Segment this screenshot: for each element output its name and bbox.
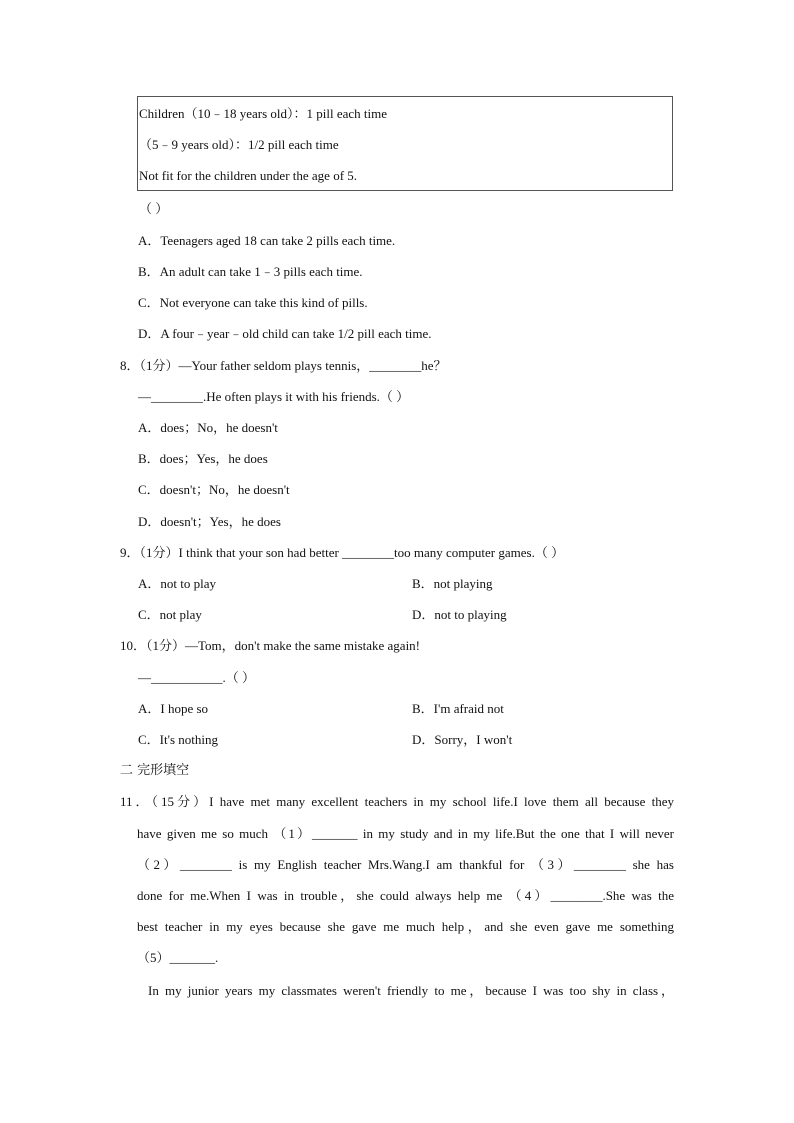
q10-option-c[interactable]: C．It's nothing xyxy=(138,732,218,747)
q11-line-5: best teacher in my eyes because she gave me much help，and she even gave me something xyxy=(137,919,674,934)
q11-line-7: In my junior years my classmates weren't friendly to me，because I was too shy in class， xyxy=(148,983,674,998)
q7-option-c[interactable]: C．Not everyone can take this kind of pills. xyxy=(138,295,368,310)
q10-option-b[interactable]: B．I'm afraid not xyxy=(412,701,504,716)
q9-stem: 9．（1分）I think that your son had better ________too many computer games.（ ） xyxy=(120,545,565,560)
q10-option-a[interactable]: A．I hope so xyxy=(138,701,209,716)
q9-option-d[interactable]: D．not to playing xyxy=(412,607,507,622)
q8-option-d[interactable]: D．doesn't；Yes，he does xyxy=(138,514,281,529)
q9-option-c[interactable]: C．not play xyxy=(138,607,202,622)
q9-option-a[interactable]: A．not to play xyxy=(138,576,216,591)
q11-line-6: （5）_______. xyxy=(137,950,219,965)
q11-line-2: have given me so much （1）_______ in my study and in my life.But the one that I will never xyxy=(137,826,674,841)
notice-line-1: Children（10﹣18 years old）：1 pill each time xyxy=(139,106,388,121)
q11-line-4: done for me.When I was in trouble，she could always help me （4）________.She was the xyxy=(137,888,674,903)
notice-line-2: （5﹣9 years old）：1/2 pill each time xyxy=(139,137,339,152)
q11-line-3: （2）________ is my English teacher Mrs.Wang.I am thankful for （3）________ she has xyxy=(137,857,674,872)
q10-option-d[interactable]: D．Sorry，I won't xyxy=(412,732,513,747)
q8-stem-line2: —________.He often plays it with his friends.（ ） xyxy=(138,389,410,404)
q7-answer-bracket: （ ） xyxy=(139,201,169,216)
q7-option-b[interactable]: B．An adult can take 1﹣3 pills each time. xyxy=(138,264,363,279)
q7-option-d[interactable]: D．A four﹣year﹣old child can take 1/2 pill each time. xyxy=(138,326,432,341)
section-heading-cloze: 二 完形填空 xyxy=(120,763,190,778)
q11-line-1: 11．（15分）I have met many excellent teachers in my school life.I love them all because they xyxy=(120,794,674,809)
q7-option-a[interactable]: A．Teenagers aged 18 can take 2 pills each time. xyxy=(138,233,396,248)
q8-stem: 8．（1分）—Your father seldom plays tennis，________he？ xyxy=(120,358,447,373)
q10-stem: 10．（1分）—Tom，don't make the same mistake again! xyxy=(120,638,421,653)
notice-line-3: Not fit for the children under the age of 5. xyxy=(139,168,358,183)
q8-option-b[interactable]: B．does；Yes，he does xyxy=(138,451,268,466)
q8-option-a[interactable]: A．does；No，he doesn't xyxy=(138,420,278,435)
q10-stem-line2: —___________.（ ） xyxy=(138,670,256,685)
q9-option-b[interactable]: B．not playing xyxy=(412,576,493,591)
q8-option-c[interactable]: C．doesn't；No，he doesn't xyxy=(138,482,290,497)
